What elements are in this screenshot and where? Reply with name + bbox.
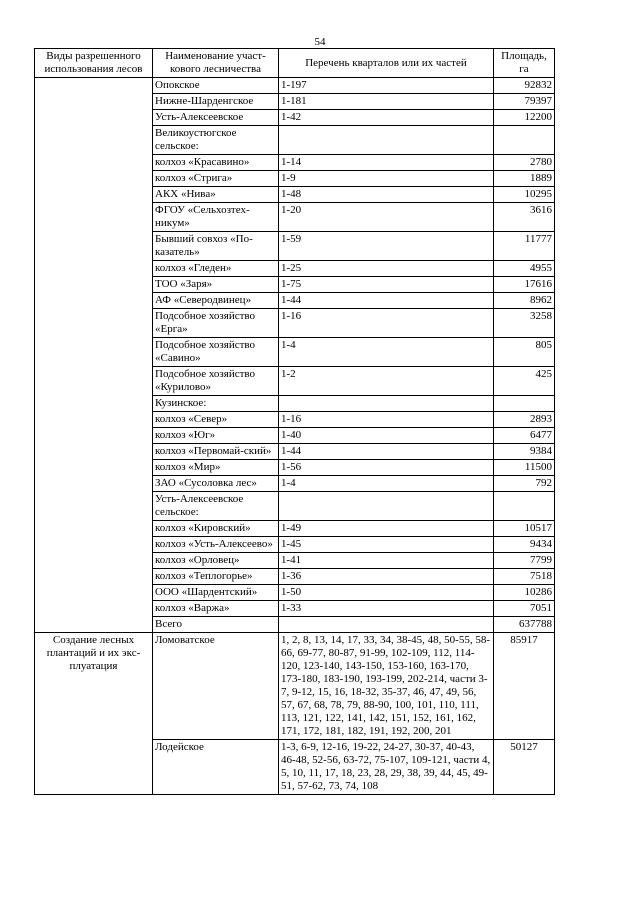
- area-value: 10295: [494, 187, 555, 203]
- forestry-name: колхоз «Кировский»: [153, 521, 279, 537]
- quarters-list: 1-44: [279, 293, 494, 309]
- usage-type-plantations: Создание лесных плантаций и их экс-плуатация: [35, 633, 153, 795]
- area-value: 7051: [494, 601, 555, 617]
- section-title: Великоустюгское сельское:: [153, 126, 279, 155]
- header-quarters-list: Перечень кварталов или их частей: [279, 49, 494, 78]
- quarters-list: 1-56: [279, 460, 494, 476]
- forestry-name: колхоз «Теплогорье»: [153, 569, 279, 585]
- quarters-list: 1-4: [279, 338, 494, 367]
- quarters-list: 1-3, 6-9, 12-16, 19-22, 24-27, 30-37, 40-43, 46-48, 52-56, 63-72, 75-107, 109-121, части 4, 5, 10, 11, 17, 18, 23, 28, 29, 38, 39, 44, 45, 49-51, 57-62, 73, 74, 108: [279, 740, 494, 795]
- forestry-name: АФ «Северодвинец»: [153, 293, 279, 309]
- total-list-cell: [279, 617, 494, 633]
- quarters-list: 1-16: [279, 309, 494, 338]
- quarters-list: 1, 2, 8, 13, 14, 17, 33, 34, 38-45, 48, 50-55, 58-66, 69-77, 80-87, 91-99, 102-109, 112, 114-120, 123-140, 143-150, 153-160, 163-170, 173-180, 183-190, 193-199, 202-214, части 3-7, 9-12, 15, 16, 18-32, 35-37, 46, 47, 49, 56, 57, 67, 68, 78, 79, 88-90, 100, 101, 110, 111, 113, 121, 122, 141, 142, 151, 152, 161, 162, 171, 172, 181, 182, 191, 192, 200, 201: [279, 633, 494, 740]
- forestry-name: Подсобное хозяйство «Курилово»: [153, 367, 279, 396]
- section-area-cell: [494, 396, 555, 412]
- forestry-name: колхоз «Мир»: [153, 460, 279, 476]
- area-value: 10517: [494, 521, 555, 537]
- forestry-name: ТОО «Заря»: [153, 277, 279, 293]
- area-value: 6477: [494, 428, 555, 444]
- section-title: Кузинское:: [153, 396, 279, 412]
- quarters-list: 1-44: [279, 444, 494, 460]
- forestry-name: Усть-Алексеевское: [153, 110, 279, 126]
- forestry-name: колхоз «Стрига»: [153, 171, 279, 187]
- forestry-name: Бывший совхоз «По-казатель»: [153, 232, 279, 261]
- quarters-list: 1-2: [279, 367, 494, 396]
- area-value: 11777: [494, 232, 555, 261]
- area-value: 2893: [494, 412, 555, 428]
- area-value: 50127: [494, 740, 555, 795]
- forestry-name: Опокское: [153, 78, 279, 94]
- forestry-name: Подсобное хозяйство «Савино»: [153, 338, 279, 367]
- page-number: 54: [314, 36, 326, 48]
- forestry-name: Лодейское: [153, 740, 279, 795]
- forestry-name: колхоз «Варжа»: [153, 601, 279, 617]
- section-list-cell: [279, 492, 494, 521]
- section-area-cell: [494, 126, 555, 155]
- quarters-list: 1-49: [279, 521, 494, 537]
- quarters-list: 1-4: [279, 476, 494, 492]
- quarters-list: 1-16: [279, 412, 494, 428]
- forestry-name: ООО «Шардентский»: [153, 585, 279, 601]
- area-value: 7799: [494, 553, 555, 569]
- quarters-list: 1-33: [279, 601, 494, 617]
- quarters-list: 1-20: [279, 203, 494, 232]
- forestry-name: ФГОУ «Сельхозтех-никум»: [153, 203, 279, 232]
- section-list-cell: [279, 396, 494, 412]
- area-value: 79397: [494, 94, 555, 110]
- quarters-list: 1-42: [279, 110, 494, 126]
- area-value: 9434: [494, 537, 555, 553]
- forestry-name: Ломоватское: [153, 633, 279, 740]
- area-value: 12200: [494, 110, 555, 126]
- usage-type-cell: [35, 78, 153, 633]
- forestry-name: колхоз «Север»: [153, 412, 279, 428]
- table-row: [35, 633, 555, 740]
- header-forestry-name: Наименование участ-кового лесничества: [153, 49, 279, 78]
- area-value: 7518: [494, 569, 555, 585]
- header-usage-type: Виды разрешенного использования лесов: [35, 49, 153, 78]
- area-value: 3258: [494, 309, 555, 338]
- area-value: 2780: [494, 155, 555, 171]
- area-value: 425: [494, 367, 555, 396]
- quarters-list: 1-48: [279, 187, 494, 203]
- quarters-list: 1-181: [279, 94, 494, 110]
- forestry-name: Нижне-Шарденгское: [153, 94, 279, 110]
- quarters-list: 1-197: [279, 78, 494, 94]
- forestry-name: колхоз «Красавино»: [153, 155, 279, 171]
- quarters-list: 1-50: [279, 585, 494, 601]
- quarters-list: 1-41: [279, 553, 494, 569]
- quarters-list: 1-59: [279, 232, 494, 261]
- area-value: 17616: [494, 277, 555, 293]
- forestry-name: Подсобное хозяйство «Ерга»: [153, 309, 279, 338]
- area-value: 10286: [494, 585, 555, 601]
- table-row: [35, 78, 555, 94]
- section-list-cell: [279, 126, 494, 155]
- area-value: 8962: [494, 293, 555, 309]
- forestry-name: колхоз «Юг»: [153, 428, 279, 444]
- area-value: 4955: [494, 261, 555, 277]
- forestry-name: колхоз «Гледен»: [153, 261, 279, 277]
- quarters-list: 1-36: [279, 569, 494, 585]
- area-value: 11500: [494, 460, 555, 476]
- forestry-name: колхоз «Усть-Алексеево»: [153, 537, 279, 553]
- area-value: 92832: [494, 78, 555, 94]
- section-title: Усть-Алексеевское сельское:: [153, 492, 279, 521]
- quarters-list: 1-9: [279, 171, 494, 187]
- area-value: 9384: [494, 444, 555, 460]
- header-area: Площадь, га: [494, 49, 555, 78]
- quarters-list: 1-75: [279, 277, 494, 293]
- area-value: 85917: [494, 633, 555, 740]
- forestry-name: колхоз «Первомай-ский»: [153, 444, 279, 460]
- total-label: Всего: [153, 617, 279, 633]
- area-value: 3616: [494, 203, 555, 232]
- forest-use-table: [34, 48, 555, 795]
- quarters-list: 1-45: [279, 537, 494, 553]
- area-value: 1889: [494, 171, 555, 187]
- forestry-name: АКХ «Нива»: [153, 187, 279, 203]
- total-area: 637788: [494, 617, 555, 633]
- area-value: 805: [494, 338, 555, 367]
- forestry-name: ЗАО «Сусоловка лес»: [153, 476, 279, 492]
- forestry-name: колхоз «Орловец»: [153, 553, 279, 569]
- quarters-list: 1-14: [279, 155, 494, 171]
- section-area-cell: [494, 492, 555, 521]
- quarters-list: 1-25: [279, 261, 494, 277]
- quarters-list: 1-40: [279, 428, 494, 444]
- table-header-row: [35, 49, 555, 78]
- area-value: 792: [494, 476, 555, 492]
